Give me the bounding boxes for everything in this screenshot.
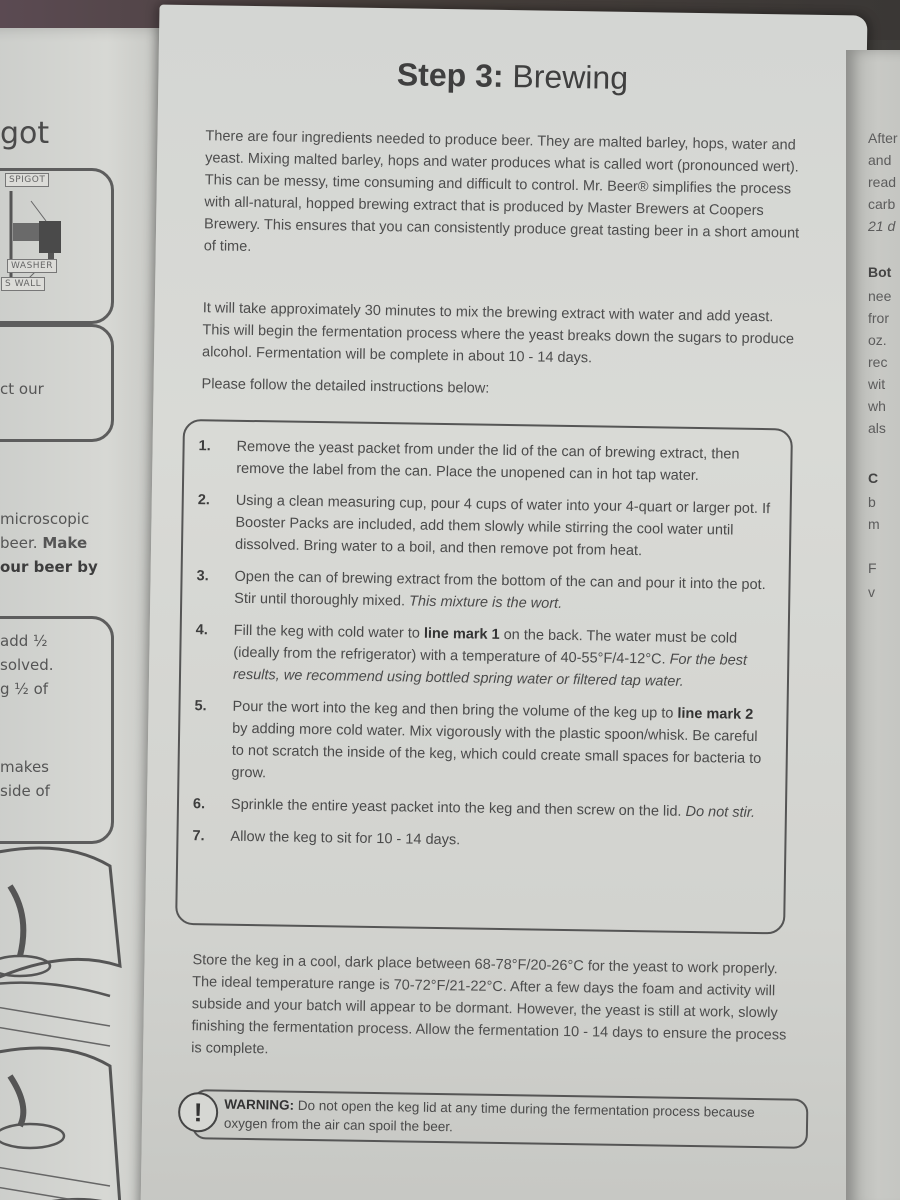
left-fragment-2: microscopic	[0, 510, 90, 528]
right-fragment: wit	[868, 376, 886, 392]
storage-paragraph: Store the keg in a cool, dark place between 68-78°F/20-26°C for the yeast to work properly. The ideal temperature range is 70-72°F/21-22°C. After a few days the foam and activity will subside and your batch will appear to be dormant. However, the yeast is still at work, slowly finishing the fermentation process. Allow the fermentation 10 - 14 days to ensure the process is complete.	[191, 952, 787, 1058]
step-number: 6.	[192, 796, 206, 813]
step-text-b: on the back. The water must be cold (ideally from the refrigerator) with a temperature of 40-55°F/4-12°C.	[233, 626, 738, 668]
right-fragment: read	[868, 174, 897, 190]
step-italic-note: This mixture is the wort.	[408, 593, 563, 612]
page-title	[158, 53, 866, 101]
right-fragment: nee	[868, 288, 892, 304]
time-paragraph: It will take approximately 30 minutes to mix the brewing extract with water and add yeast. This will begin the fermentation process where the yeast breaks down the sugars to produce alcohol. Fermentation will be complete in about 10 - 14 days.	[201, 300, 795, 367]
step-item	[193, 793, 767, 824]
left-fragment-1: ct our	[0, 380, 44, 398]
page-title-text: Brewing	[512, 58, 629, 96]
step-text: Remove the yeast packet from under the lid of the can of brewing extract, then remove the label from the can. Place the unopened can in hot tap water.	[236, 438, 740, 485]
left-fragment-3b: Make	[42, 534, 88, 552]
left-fragment-4: our beer by	[0, 558, 98, 576]
right-page	[846, 50, 900, 1200]
right-fragment: 21 d	[868, 218, 896, 234]
step-number: 7.	[192, 828, 205, 845]
step-item	[193, 695, 768, 792]
left-fragment-7: g ½ of	[0, 680, 49, 698]
instructions-lead: Please follow the detailed instructions below:	[201, 376, 490, 397]
right-fragment: wh	[868, 398, 886, 414]
left-fragment-6: solved.	[0, 656, 54, 674]
step-item	[197, 489, 772, 564]
step-text-a: Pour the wort into the keg and then bring the volume of the keg up to	[232, 698, 674, 722]
warning-exclamation-icon: !	[178, 1092, 219, 1133]
right-fragment: v	[868, 584, 875, 600]
wall-label: S WALL	[1, 277, 45, 291]
step-number: 3.	[196, 568, 209, 585]
step-text: Using a clean measuring cup, pour 4 cups of water into your 4-quart or larger pot. If Booster Packs are included, add them slowly while stirring the cool water until dissolved. Bring water to a boil, and then remove pot from heat.	[234, 492, 771, 560]
right-fragment: carb	[868, 196, 896, 212]
step-text: Open the can of brewing extract from the bottom of the can and pour it into the pot. Stir until thoroughly mixed.	[234, 568, 766, 610]
pouring-illustration	[0, 826, 130, 1200]
step-item	[196, 565, 771, 618]
warning-box	[192, 1089, 809, 1149]
warning-message: Do not open the keg lid at any time during the fermentation process because oxygen from the air can spoil the beer.	[223, 1097, 755, 1135]
step-item	[192, 825, 766, 856]
right-fragment: and	[868, 152, 892, 168]
step-text: Sprinkle the entire yeast packet into the keg and then screw on the lid.	[230, 796, 682, 820]
right-fragment: oz.	[868, 332, 887, 348]
spigot-label: SPIGOT	[5, 173, 49, 187]
step-italic-note: Do not stir.	[685, 803, 756, 821]
instructions-list	[192, 435, 773, 866]
main-page	[141, 5, 868, 1200]
step-text: Allow the keg to sit for 10 - 14 days.	[230, 828, 461, 849]
step-item	[198, 435, 773, 488]
right-fragment: m	[868, 516, 880, 532]
warning-label: WARNING:	[224, 1096, 295, 1113]
step-number: 2.	[197, 492, 210, 509]
right-fragment: als	[868, 420, 886, 436]
right-heading: Bot	[868, 264, 892, 280]
right-heading: C	[868, 470, 879, 486]
step-text-a: Fill the keg with cold water to	[233, 622, 420, 642]
right-fragment: rec	[868, 354, 888, 370]
step-text-b: by adding more cold water. Mix vigorously with the plastic spoon/whisk. Be careful to not scratch the inside of the keg, which could create small spaces for bacteria to grow.	[231, 720, 762, 782]
left-page-heading: got	[0, 116, 50, 151]
intro-paragraph: There are four ingredients needed to produce beer. They are malted barley, hops, water and yeast. Mixing malted barley, hops and water produces what is called wort (pronounced wert). This can be messy, time consuming and difficult to control. Mr. Beer® simplifies the process with all-natural, hopped brewing extract that is produced by Master Brewers at Coopers Brewery. This ensures that you can consistently produce great tasting beer in a short amount of time.	[203, 128, 800, 255]
right-fragment: F	[868, 560, 877, 576]
washer-label: WASHER	[7, 259, 57, 273]
instructions-box	[175, 419, 793, 935]
step-italic-note: For the best results, we recommend using bottled spring water or filtered tap water.	[232, 651, 748, 690]
right-fragment: fror	[868, 310, 889, 326]
right-fragment: b	[868, 494, 876, 510]
spigot-diagram-box	[0, 168, 114, 324]
left-fragment-3	[0, 532, 87, 554]
warning-text	[224, 1095, 799, 1142]
left-page-content	[0, 56, 130, 1200]
left-fragment-9: side of	[0, 782, 50, 800]
left-fragment-5: add ½	[0, 632, 48, 650]
step-bold-term: line mark 1	[423, 625, 500, 643]
step-number: 5.	[194, 698, 207, 715]
left-fragment-3a: beer.	[0, 534, 38, 552]
step-number: 4.	[195, 622, 208, 639]
page-title-step: Step 3:	[396, 56, 504, 94]
step-item	[195, 619, 770, 694]
step-number: 1.	[198, 438, 211, 455]
step-bold-term: line mark 2	[677, 705, 754, 723]
left-fragment-8: makes	[0, 758, 49, 776]
right-fragment: After	[868, 130, 898, 146]
